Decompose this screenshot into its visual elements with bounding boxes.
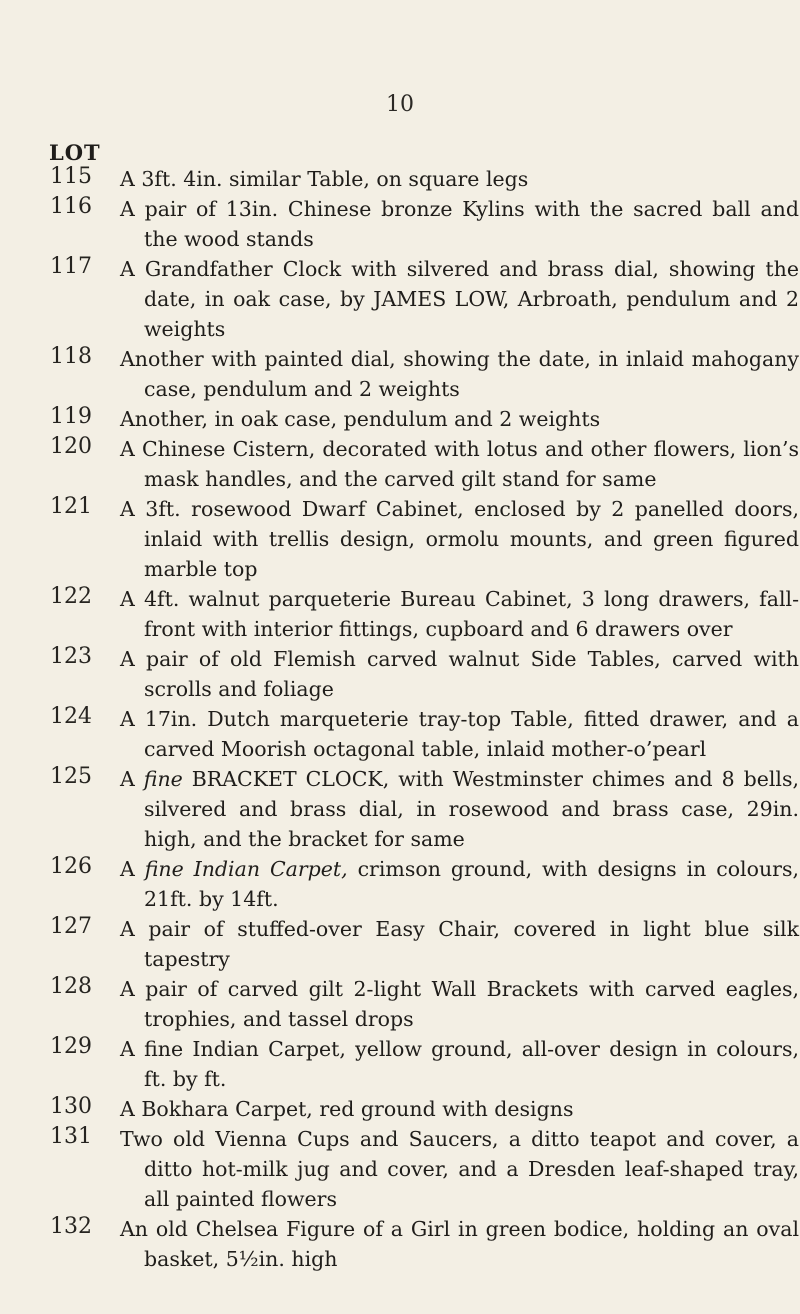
lot-number: 115 bbox=[50, 164, 92, 189]
lot-description: A Chinese Cistern, decorated with lotus and other flowers, lion’s mask handles, and the carved gilt stand for same bbox=[120, 437, 799, 491]
lot-number: 127 bbox=[50, 914, 92, 939]
lot-description: A Grandfather Clock with silvered and brass dial, showing the date, in oak case, by JAMES LOW, Arbroath, pendulum and 2 weights bbox=[120, 257, 799, 341]
lot-number: 118 bbox=[50, 344, 92, 369]
lot-number: 130 bbox=[50, 1094, 92, 1119]
lot-description: Two old Vienna Cups and Saucers, a ditto teapot and cover, a ditto hot-milk jug and cover, and a Dresden leaf-shaped tray, all painted flowers bbox=[120, 1127, 799, 1211]
lot-description: A pair of old Flemish carved walnut Side Tables, carved with scrolls and foliage bbox=[120, 647, 799, 701]
lot-description: A pair of carved gilt 2-light Wall Brackets with carved eagles, trophies, and tassel drops bbox=[120, 977, 799, 1031]
lot-description: A pair of 13in. Chinese bronze Kylins with the sacred ball and the wood stands bbox=[120, 197, 799, 251]
lot-description: A 17in. Dutch marqueterie tray-top Table, fitted drawer, and a carved Moorish octagonal table, inlaid mother-o’pearl bbox=[120, 707, 799, 761]
lot-description: A fine Indian Carpet, yellow ground, all-over design in colours, ft. by ft. bbox=[120, 1037, 799, 1091]
lot-description: An old Chelsea Figure of a Girl in green bodice, holding an oval basket, 5½in. high bbox=[120, 1217, 799, 1271]
lot-number: 132 bbox=[50, 1214, 92, 1239]
lot-description: Another with painted dial, showing the date, in inlaid mahogany case, pendulum and 2 weights bbox=[120, 347, 799, 401]
lot-number: 126 bbox=[50, 854, 92, 879]
lot-number: 128 bbox=[50, 974, 92, 999]
lot-description: A 3ft. rosewood Dwarf Cabinet, enclosed by 2 panelled doors, inlaid with trellis design, ormolu mounts, and green figured marble top bbox=[120, 497, 799, 581]
lot-description-rest: BRACKET CLOCK, with Westminster chimes and 8 bells, silvered and brass dial, in rosewood and brass case, 29in. high, and the bracket for same bbox=[144, 767, 799, 851]
lot-column-header: LOT bbox=[49, 140, 101, 165]
lot-description: A Bokhara Carpet, red ground with designs bbox=[120, 1097, 574, 1121]
lot-description-lead: A bbox=[120, 767, 144, 791]
lot-number: 123 bbox=[50, 644, 92, 669]
lot-description-emphasis: fine bbox=[143, 767, 183, 791]
lot-number: 121 bbox=[50, 494, 92, 519]
lot-number: 120 bbox=[50, 434, 92, 459]
lot-description: A pair of stuffed-over Easy Chair, covered in light blue silk tapestry bbox=[120, 917, 799, 971]
lot-number: 125 bbox=[50, 764, 92, 789]
lot-description: A 3ft. 4in. similar Table, on square legs bbox=[120, 167, 529, 191]
lot-number: 129 bbox=[50, 1034, 92, 1059]
lot-description-lead: A bbox=[120, 857, 145, 881]
lot-description-emphasis: fine Indian Carpet, bbox=[144, 857, 348, 881]
lot-number: 122 bbox=[50, 584, 92, 609]
lot-description-rest: crimson ground, with designs in colours, 21ft. by 14ft. bbox=[144, 857, 799, 911]
lot-description bbox=[120, 764, 799, 854]
lot-number: 131 bbox=[50, 1124, 92, 1149]
page-number: 10 bbox=[386, 92, 414, 117]
lot-description: A 4ft. walnut parqueterie Bureau Cabinet, 3 long drawers, fall-front with interior fittings, cupboard and 6 drawers over bbox=[120, 587, 799, 641]
lot-description bbox=[120, 854, 799, 914]
lot-number: 116 bbox=[50, 194, 92, 219]
lot-number: 119 bbox=[50, 404, 92, 429]
lot-description: Another, in oak case, pendulum and 2 weights bbox=[120, 407, 601, 431]
lot-number: 124 bbox=[50, 704, 92, 729]
lot-number: 117 bbox=[50, 254, 92, 279]
